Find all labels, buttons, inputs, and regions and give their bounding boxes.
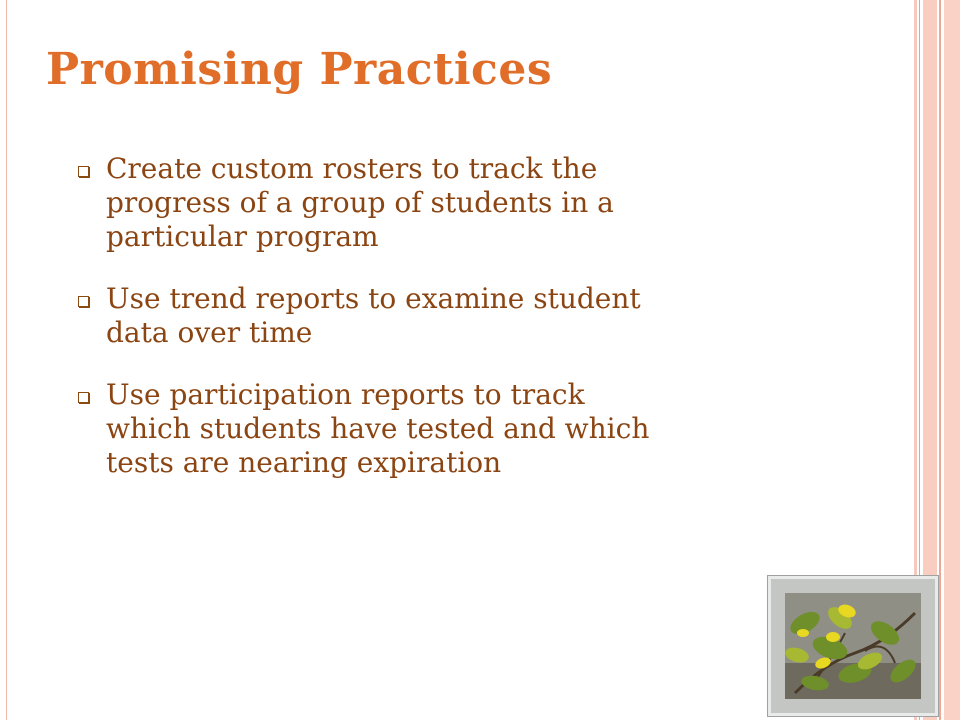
slide-title: Promising Practices [46,44,553,95]
bullet-line: data over time [106,316,313,349]
bullet-line: tests are nearing expiration [106,446,502,479]
bullet-line: Create custom rosters to track the [106,152,598,185]
square-bullet-icon [78,166,89,177]
bullet-item [78,152,798,254]
bullet-line: particular program [106,220,379,253]
square-bullet-icon [78,392,89,403]
bullet-line: Use trend reports to examine student [106,282,641,315]
decor-bar [944,0,960,720]
bullet-line: Use participation reports to track [106,378,585,411]
left-frame-line [6,0,7,720]
square-bullet-icon [78,296,89,307]
bullet-item [78,378,798,480]
bullet-line: progress of a group of students in a [106,186,614,219]
bullet-line: which students have tested and which [106,412,650,445]
photo-frame [768,576,938,716]
oak-leaves-photo [785,593,921,699]
bullet-item [78,282,798,350]
bullet-list [78,152,798,508]
decor-bar [939,0,941,720]
